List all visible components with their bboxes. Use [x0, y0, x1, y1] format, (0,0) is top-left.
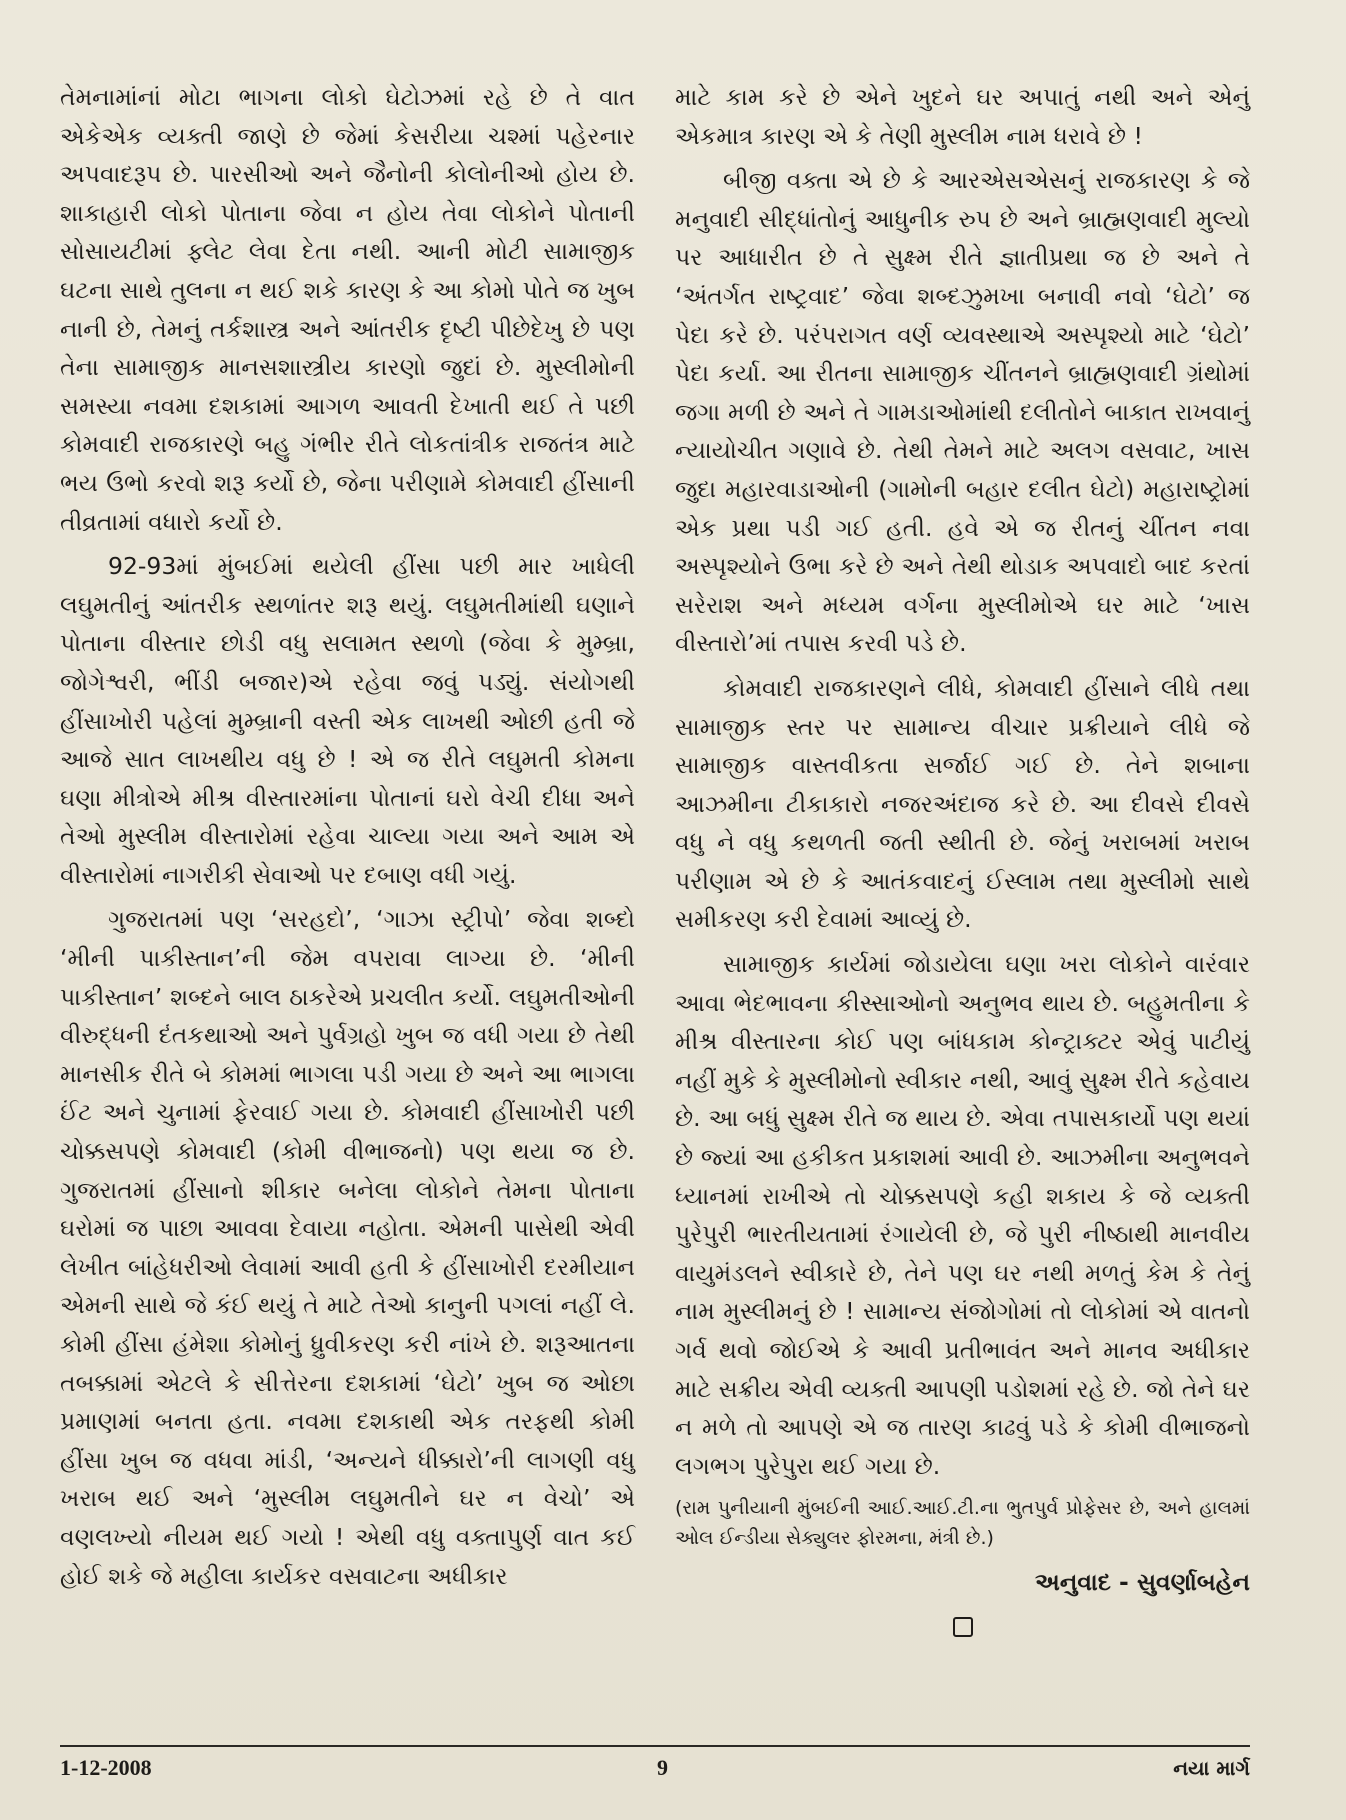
footer-divider [60, 1745, 1250, 1747]
translator-credit: અનુવાદ - સુવર્ણાબહેન [1035, 1568, 1250, 1597]
left-paragraph-2: 92-93માં મુંબઈમાં થયેલી હીંસા પછી માર ખાધેલી લઘુમતીનું આંતરીક સ્થળાંતર શરૂ થયું. લઘુમતીમાંથી ઘણાને પોતાના વીસ્તાર છોડી વધુ સલામત સ્થળો (જેવા કે મુમ્બ્રા, જોગેશ્વરી, ભીંડી બજાર)એ રહેવા જવું પડ્યું. સંયોગથી હીંસાખોરી પહેલાં મુમ્બ્રાની વસ્તી એક લાખથી ઓછી હતી જે આજે સાત લાખથીય વધુ છે ! એ જ રીતે લઘુમતી કોમના ઘણા મીત્રોએ મીશ્ર વીસ્તારમાંના પોતાનાં ઘરો વેચી દીધા અને તેઓ મુસ્લીમ વીસ્તારોમાં રહેવા ચાલ્યા ગયા અને આમ એ વીસ્તારોમાં નાગરીકી સેવાઓ પર દબાણ વધી ગયું. [60, 552, 635, 889]
right-paragraph-2: બીજી વક્તા એ છે કે આરએસએસનું રાજકારણ કે જે મનુવાદી સીદ્ધાંતોનું આધુનીક રુપ છે અને બ્રાહ્મણવાદી મુલ્યો પર આધારીત છે તે સુક્ષ્મ રીતે જ્ઞાતીપ્રથા જ છે અને તે ‘અંતર્ગત રાષ્ટ્રવાદ’ જેવા શબ્દઝુમખા બનાવી નવો ‘ઘેટો’ જ પેદા કરે છે. પરંપરાગત વર્ણ વ્યવસ્થાએ અસ્પૃશ્યો માટે ‘ઘેટો’ પેદા કર્યા. આ રીતના સામાજીક ચીંતનને બ્રાહ્મણવાદી ગ્રંથોમાં જગા મળી છે અને તે ગામડાઓમાંથી દલીતોને બાકાત રાખવાનું ન્યાયોચીત ગણાવે છે. તેથી તેમને માટે અલગ વસવાટ, ખાસ જુદા મહારવાડાઓની (ગામોની બહાર દલીત ઘેટો) મહારાષ્ટ્રોમાં એક પ્રથા પડી ગઈ હતી. હવે એ જ રીતનું ચીંતન નવા અસ્પૃશ્યોને ઉભા કરે છે અને તેથી થોડાક અપવાદો બાદ કરતાં સરેરાશ અને મધ્યમ વર્ગના મુસ્લીમોએ ઘર માટે ‘ખાસ વીસ્તારો’માં તપાસ કરવી પડે છે. [675, 166, 1250, 658]
right-paragraph-4: સામાજીક કાર્યમાં જોડાયેલા ઘણા ખરા લોકોને વારંવાર આવા ભેદભાવના કીસ્સાઓનો અનુભવ થાય છે. બહુમતીના કે મીશ્ર વીસ્તારના કોઈ પણ બાંધકામ કોન્ટ્રાક્ટર એવું પાટીયું નહીં મુકે કે મુસ્લીમોનો સ્વીકાર નથી, આવું સુક્ષ્મ રીતે કહેવાય છે. આ બધું સુક્ષ્મ રીતે જ થાય છે. એવા તપાસકાર્યો પણ થયાં છે જ્યાં આ હકીકત પ્રકાશમાં આવી છે. આઝમીના અનુભવને ધ્યાનમાં રાખીએ તો ચોક્કસપણે કહી શકાય કે જે વ્યક્તી પુરેપુરી ભારતીયતામાં રંગાયેલી છે, જે પુરી નીષ્ઠાથી માનવીય વાયુમંડલને સ્વીકારે છે, તેને પણ ઘર નથી મળતું કેમ કે તેનું નામ મુસ્લીમનું છે ! સામાન્ય સંજોગોમાં તો લોકોમાં એ વાતનો ગર્વ થવો જોઈએ કે આવી પ્રતીભાવંત અને માનવ અધીકાર માટે સક્રીય એવી વ્યક્તી આપણી પડોશમાં રહે છે. જો તેને ઘર ન મળે તો આપણે એ જ તારણ કાઢવું પડે કે કોમી વીભાજનો લગભગ પુરેપુરા થઈ ગયા છે. [675, 950, 1250, 1480]
left-paragraph-1: તેમનામાંનાં મોટા ભાગના લોકો ઘેટોઝમાં રહે છે તે વાત એકેએક વ્યક્તી જાણે છે જેમાં કેસરીયા ચશ્માં પહેરનાર અપવાદરૂપ છે. પારસીઓ અને જૈનોની કોલોનીઓ હોય છે. શાકાહારી લોકો પોતાના જેવા ન હોય તેવા લોકોને પોતાની સોસાયટીમાં ફ્લેટ લેવા દેતા નથી. આની મોટી સામાજીક ઘટના સાથે તુલના ન થઈ શકે કારણ કે આ કોમો પોતે જ ખુબ નાની છે, તેમનું તર્કશાસ્ત્ર અને આંતરીક દૃષ્ટી પીછેદેખુ છે પણ તેના સામાજીક માનસશાસ્ત્રીય કારણો જુદાં છે. મુસ્લીમોની સમસ્યા નવમા દશકામાં આગળ આવતી દેખાતી થઈ તે પછી કોમવાદી રાજકારણે બહુ ગંભીર રીતે લોકતાંત્રીક રાજતંત્ર માટે ભય ઉભો કરવો શરૂ કર્યો છે, જેના પરીણામે કોમવાદી હીંસાની તીવ્રતામાં વધારો કર્યો છે. [60, 83, 635, 536]
end-of-article-mark [675, 1610, 1250, 1649]
page-footer [60, 1755, 1250, 1781]
right-column [675, 78, 1250, 1718]
square-icon [953, 1617, 973, 1637]
issue-date: 1-12-2008 [60, 1755, 152, 1780]
article-body [60, 78, 1250, 1718]
publication-name: નયા માર્ગ [1173, 1756, 1250, 1780]
right-paragraph-3: કોમવાદી રાજકારણને લીધે, કોમવાદી હીંસાને લીધે તથા સામાજીક સ્તર પર સામાન્ય વીચાર પ્રક્રીયાને લીધે જે સામાજીક વાસ્તવીકતા સર્જાઈ ગઈ છે. તેને શબાના આઝમીના ટીકાકારો નજરઅંદાજ કરે છે. આ દીવસે દીવસે વધુ ને વધુ કથળતી જતી સ્થીતી છે. જેનું ખરાબમાં ખરાબ પરીણામ એ છે કે આતંકવાદનું ઈસ્લામ તથા મુસ્લીમો સાથે સમીકરણ કરી દેવામાં આવ્યું છે. [675, 673, 1250, 934]
author-note: (રામ પુનીયાની મુંબઈની આઈ.આઈ.ટી.ના ભુતપુર્વ પ્રોફેસર છે, અને હાલમાં ઓલ ઈન્ડીયા સેક્યુલર ફોરમના, મંત્રી છે.) [675, 1497, 1250, 1550]
left-column [60, 78, 635, 1718]
page-number: 9 [656, 1755, 668, 1780]
right-paragraph-1: માટે કામ કરે છે એને ખુદને ઘર અપાતું નથી અને એનું એકમાત્ર કારણ એ કે તેણી મુસ્લીમ નામ ધરાવે છે ! [675, 83, 1250, 150]
left-paragraph-3: ગુજરાતમાં પણ ‘સરહદો’, ‘ગાઝા સ્ટ્રીપો’ જેવા શબ્દો ‘મીની પાકીસ્તાન’ની જેમ વપરાવા લાગ્યા છે. ‘મીની પાકીસ્તાન’ શબ્દને બાલ ઠાકરેએ પ્રચલીત કર્યો. લઘુમતીઓની વીરુદ્ધની દંતકથાઓ અને પુર્વગ્રહો ખુબ જ વધી ગયા છે તેથી માનસીક રીતે બે કોમમાં ભાગલા પડી ગયા છે અને આ ભાગલા ઈંટ અને ચુનામાં ફેરવાઈ ગયા છે. કોમવાદી હીંસાખોરી પછી ચોક્કસપણે કોમવાદી (કોમી વીભાજનો) પણ થયા જ છે. ગુજરાતમાં હીંસાનો શીકાર બનેલા લોકોને તેમના પોતાના ઘરોમાં જ પાછા આવવા દેવાયા નહોતા. એમની પાસેથી એવી લેખીત બાંહેધરીઓ લેવામાં આવી હતી કે હીંસાખોરી દરમીયાન એમની સાથે જે કંઈ થયું તે માટે તેઓ કાનુની પગલાં નહીં લે. કોમી હીંસા હંમેશા કોમોનું ધ્રુવીકરણ કરી નાંખે છે. શરૂઆતના તબક્કામાં એટલે કે સીત્તેરના દશકામાં ‘ઘેટો’ ખુબ જ ઓછા પ્રમાણમાં બનતા હતા. નવમા દશકાથી એક તરફથી કોમી હીંસા ખુબ જ વધવા માંડી, ‘અન્યને ધીક્કારો’ની લાગણી વધુ ખરાબ થઈ અને ‘મુસ્લીમ લઘુમતીને ઘર ન વેચો’ એ વણલખ્યો નીયમ થઈ ગયો ! એથી વધુ વક્તાપુર્ણ વાત કઈ હોઈ શકે જે મહીલા કાર્યકર વસવાટના અધીકાર [60, 905, 635, 1590]
